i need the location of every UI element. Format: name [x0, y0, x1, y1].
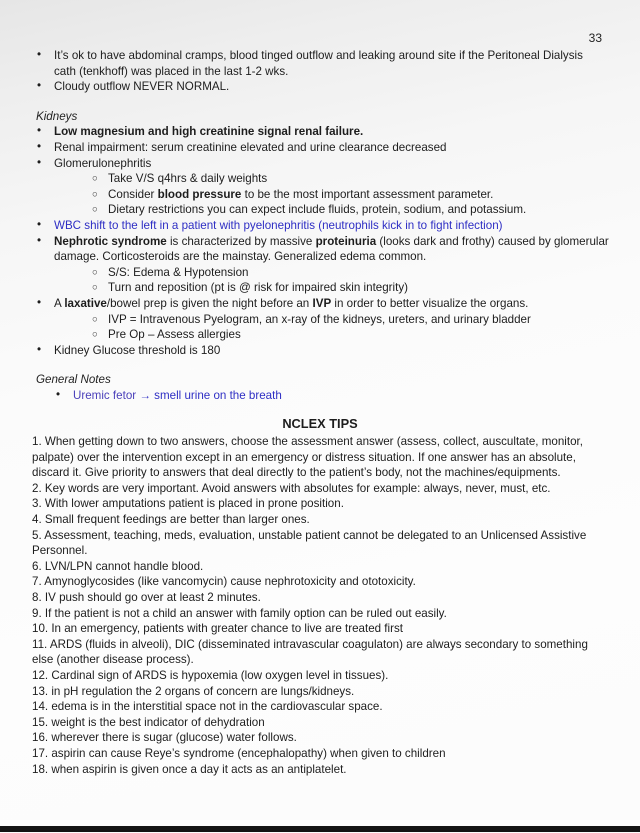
numbered-tip	[0, 434, 640, 481]
circle-bullet-marker: ○	[92, 313, 98, 325]
circle-bullet-marker: ○	[92, 266, 98, 278]
disc-bullet-marker: •	[37, 155, 42, 169]
bullet-item	[0, 156, 640, 172]
numbered-tip	[0, 559, 640, 575]
text-line: 10. In an emergency, patients with greater chance to live are treated first	[32, 622, 403, 636]
text-line: 11. ARDS (fluids in alveoli), DIC (disseminated intravascular coagulaton) are always secondary to something	[32, 637, 588, 651]
sub-bullet-item	[0, 265, 640, 281]
text-line: 4. Small frequent feedings are better than larger ones.	[32, 513, 310, 527]
numbered-tip	[0, 481, 640, 497]
bullet-item	[0, 218, 640, 234]
text-line: Pre Op – Assess allergies	[108, 328, 241, 342]
numbered-tip	[0, 512, 640, 528]
text-line: S/S: Edema & Hypotension	[108, 265, 249, 279]
text-line: 13. in pH regulation the 2 organs of concern are lungs/kidneys.	[32, 684, 355, 698]
text-line: 14. edema is in the interstitial space not in the cardiovascular space.	[32, 700, 383, 714]
disc-bullet-marker: •	[37, 295, 42, 309]
note-bullet-item	[0, 388, 640, 404]
text-line: 12. Cardinal sign of ARDS is hypoxemia (low oxygen level in tissues).	[32, 668, 389, 682]
section-heading-kidneys	[0, 109, 640, 125]
bullet-item	[0, 79, 640, 95]
sub-bullet-item	[0, 312, 640, 328]
text-line: 8. IV push should go over at least 2 minutes.	[32, 591, 261, 604]
text-line: Consider blood pressure to be the most important assessment parameter.	[108, 187, 494, 201]
numbered-tip	[0, 496, 640, 512]
circle-bullet-marker: ○	[92, 204, 98, 216]
text-line: 15. weight is the best indicator of dehydration	[32, 715, 265, 729]
text-line: Cloudy outflow NEVER NORMAL.	[54, 80, 230, 94]
bullet-item	[0, 296, 640, 312]
bullet-item	[0, 48, 640, 79]
text-line: 6. LVN/LPN cannot handle blood.	[32, 559, 204, 573]
disc-bullet-marker: •	[37, 233, 42, 247]
text-line: 18. when aspirin is given once a day it acts as an antiplatelet.	[32, 762, 347, 776]
text-line: Turn and reposition (pt is @ risk for impaired skin integrity)	[108, 281, 408, 295]
text-line: 2. Key words are very important. Avoid answers with absolutes for example: always, never, must, etc.	[32, 481, 551, 495]
disc-bullet-marker: •	[37, 139, 42, 153]
circle-bullet-marker: ○	[92, 282, 98, 294]
sub-bullet-item	[0, 187, 640, 203]
disc-bullet-marker: •	[56, 387, 61, 401]
numbered-tip	[0, 762, 640, 778]
text-line: 3. With lower amputations patient is placed in prone position.	[32, 497, 344, 511]
bullet-item	[0, 234, 640, 265]
numbered-tip	[0, 715, 640, 731]
circle-bullet-marker: ○	[92, 173, 98, 185]
text-line: Glomerulonephritis	[54, 156, 152, 170]
sub-bullet-item	[0, 171, 640, 187]
numbered-tip	[0, 590, 640, 606]
disc-bullet-marker: •	[37, 124, 42, 138]
numbered-tip	[0, 746, 640, 762]
text-line: else (another disease process).	[32, 653, 194, 667]
numbered-tip	[0, 668, 640, 684]
text-line: Kidneys	[36, 109, 78, 123]
numbered-tip	[0, 574, 640, 590]
text-line: Kidney Glucose threshold is 180	[54, 343, 221, 357]
bullet-item	[0, 140, 640, 156]
circle-bullet-marker: ○	[92, 188, 98, 200]
text-line: 9. If the patient is not a child an answer with family option can be ruled out easily.	[32, 606, 447, 620]
text-line: General Notes	[36, 373, 111, 387]
sub-bullet-item	[0, 327, 640, 343]
text-line: cath (tenkhoff) was placed in the last 1-2 wks.	[54, 64, 289, 78]
text-line: discard it. Give priority to answers that deal directly to the patient’s body, not the machines/equipments.	[32, 466, 561, 480]
numbered-tip	[0, 528, 640, 559]
numbered-tip	[0, 621, 640, 637]
bullet-item	[0, 124, 640, 140]
text-line: Low magnesium and high creatinine signal renal failure.	[54, 125, 364, 139]
numbered-tip	[0, 684, 640, 700]
disc-bullet-marker: •	[37, 342, 42, 356]
disc-bullet-marker: •	[37, 217, 42, 231]
text-line: 16. wherever there is sugar (glucose) water follows.	[32, 731, 297, 745]
document-content	[0, 48, 640, 777]
text-line: Dietary restrictions you can expect include fluids, protein, sodium, and potassium.	[108, 203, 527, 217]
text-line: 17. aspirin can cause Reye’s syndrome (encephalopathy) when given to children	[32, 746, 446, 760]
text-line: WBC shift to the left in a patient with pyelonephritis (neutrophils kick in to fight infection)	[54, 218, 503, 232]
circle-bullet-marker: ○	[92, 329, 98, 341]
page-number: 33	[588, 31, 602, 45]
numbered-tip	[0, 606, 640, 622]
numbered-tip	[0, 699, 640, 715]
text-line: damage. Corticosteroids are the mainstay. Generalized edema common.	[54, 250, 427, 264]
sub-bullet-item	[0, 202, 640, 218]
text-line: A laxative/bowel prep is given the night before an IVP in order to better visualize the organs.	[54, 296, 529, 310]
text-line: 1. When getting down to two answers, choose the assessment answer (assess, collect, auscultate, monitor,	[32, 435, 583, 449]
bottom-black-bar	[0, 826, 640, 832]
numbered-tip	[0, 637, 640, 668]
text-line: NCLEX TIPS	[282, 416, 358, 432]
sub-bullet-item	[0, 280, 640, 296]
text-line: Nephrotic syndrome is characterized by massive proteinuria (looks dark and frothy) caused by glomerular	[54, 234, 609, 248]
disc-bullet-marker: •	[37, 48, 42, 61]
bullet-item	[0, 343, 640, 359]
text-line: palpate) over the intervention except in an emergency or distress situation. If one answer has an absolute,	[32, 450, 576, 464]
text-line: Take V/S q4hrs & daily weights	[108, 172, 268, 186]
text-line: IVP = Intravenous Pyelogram, an x-ray of the kidneys, ureters, and urinary bladder	[108, 312, 531, 326]
text-line: It’s ok to have abdominal cramps, blood tinged outflow and leaking around site if the Peritoneal Dialysis	[54, 49, 583, 62]
text-line: Personnel.	[32, 544, 88, 558]
text-line: Renal impairment: serum creatinine elevated and urine clearance decreased	[54, 140, 447, 154]
section-heading-general-notes	[0, 372, 640, 388]
text-line: 7. Amynoglycosides (like vancomycin) cause nephrotoxicity and ototoxicity.	[32, 575, 416, 589]
text-line: Uremic fetor → smell urine on the breath	[73, 388, 282, 402]
disc-bullet-marker: •	[37, 79, 42, 93]
text-line: 5. Assessment, teaching, meds, evaluation, unstable patient cannot be delegated to an Unlicensed Assistive	[32, 528, 587, 542]
numbered-tip	[0, 730, 640, 746]
nclex-tips-title	[0, 416, 640, 432]
